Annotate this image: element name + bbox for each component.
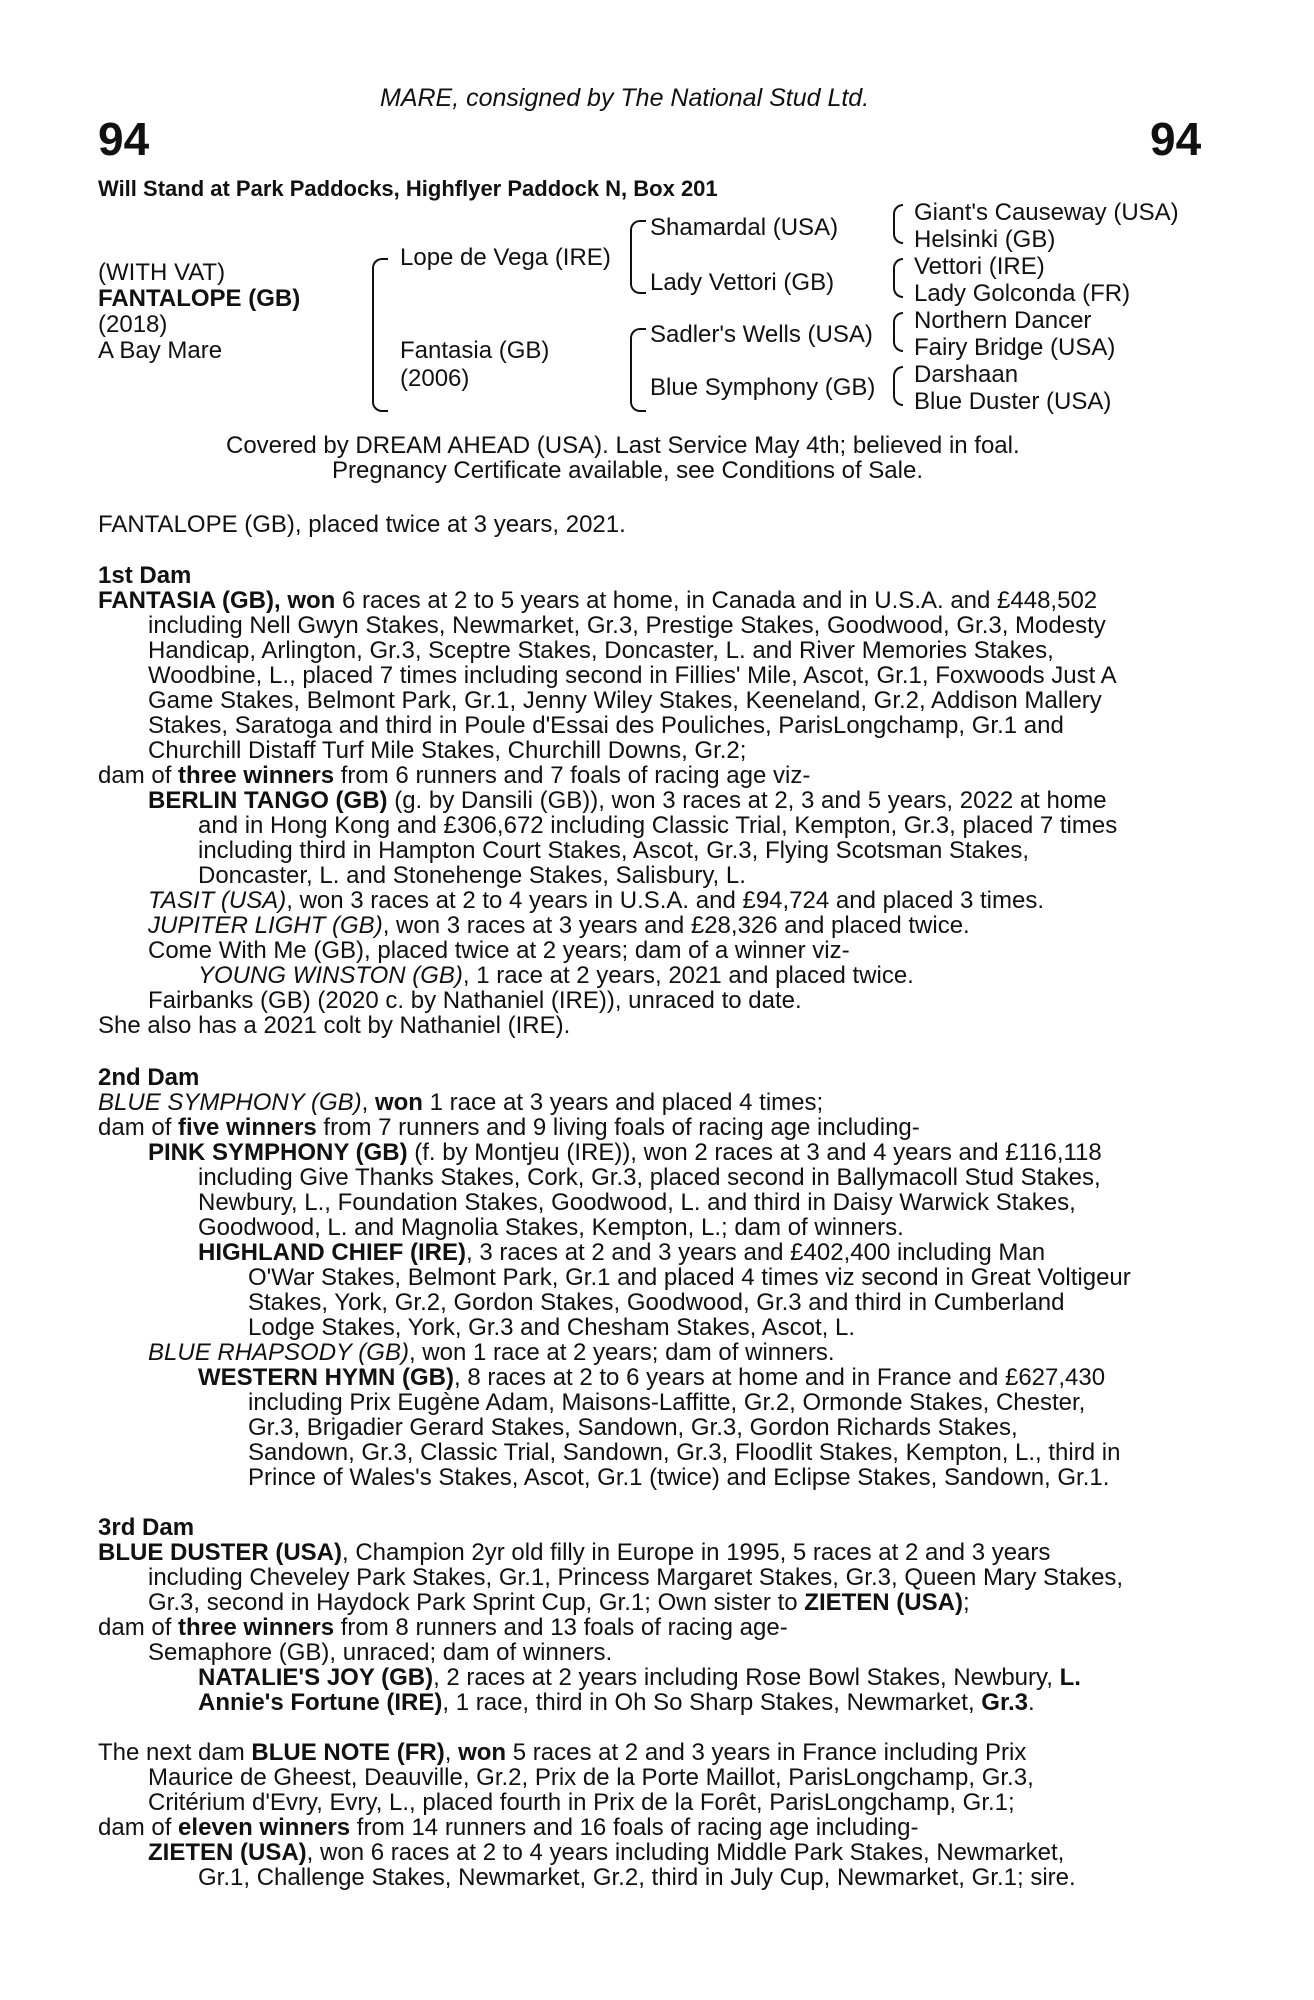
pedigree-dds: Darshaan <box>914 361 1019 388</box>
produce-line: Fairbanks (GB) (2020 c. by Nathaniel (IRE)), unraced to date. <box>148 987 802 1014</box>
produce-line: O'War Stakes, Belmont Park, Gr.1 and placed 4 times viz second in Great Voltigeur <box>248 1264 1131 1291</box>
dam-paragraph-line: Maurice de Gheest, Deauville, Gr.2, Prix de la Porte Maillot, ParisLongchamp, Gr.3, <box>148 1764 1034 1791</box>
lot-number-left: 94 <box>98 113 150 165</box>
produce-line: Doncaster, L. and Stonehenge Stakes, Salisbury, L. <box>198 862 746 889</box>
lot-number-right: 94 <box>1150 113 1202 165</box>
produce-line: BLUE RHAPSODY (GB), won 1 race at 2 years; dam of winners. <box>148 1339 835 1366</box>
vat-note: (WITH VAT) <box>98 259 226 286</box>
brace-sd <box>893 258 903 298</box>
brace-ss <box>893 204 903 244</box>
produce-line: She also has a 2021 colt by Nathaniel (IRE). <box>98 1012 571 1039</box>
intro-line: FANTALOPE (GB), placed twice at 3 years, 2021. <box>98 511 626 538</box>
pedigree-sdd: Lady Golconda (FR) <box>914 280 1131 307</box>
dam-paragraph-line: Gr.3, second in Haydock Park Sprint Cup, Gr.1; Own sister to ZIETEN (USA); <box>148 1589 970 1616</box>
produce-summary: dam of three winners from 6 runners and 7 foals of racing age viz- <box>98 762 811 789</box>
produce-summary: dam of eleven winners from 14 runners and 16 foals of racing age including- <box>98 1814 919 1841</box>
brace-main <box>372 258 388 412</box>
dam-paragraph-line: BLUE DUSTER (USA), Champion 2yr old filly in Europe in 1995, 5 races at 2 and 3 years <box>98 1539 1051 1566</box>
dam-paragraph-line: including Nell Gwyn Stakes, Newmarket, Gr.3, Prestige Stakes, Goodwood, Gr.3, Modesty <box>148 612 1106 639</box>
brace-ds <box>893 312 903 352</box>
produce-line: Goodwood, L. and Magnolia Stakes, Kempton, L.; dam of winners. <box>198 1214 904 1241</box>
section-heading: 1st Dam <box>98 562 192 589</box>
produce-line: PINK SYMPHONY (GB) (f. by Montjeu (IRE)), won 2 races at 3 and 4 years and £116,118 <box>148 1139 1102 1166</box>
produce-line: Annie's Fortune (IRE), 1 race, third in Oh So Sharp Stakes, Newmarket, Gr.3. <box>198 1689 1035 1716</box>
dam-paragraph-line: including Cheveley Park Stakes, Gr.1, Princess Margaret Stakes, Gr.3, Queen Mary Stakes, <box>148 1564 1124 1591</box>
sire-sire: Shamardal (USA) <box>650 214 839 241</box>
produce-line: NATALIE'S JOY (GB), 2 races at 2 years including Rose Bowl Stakes, Newbury, L. <box>198 1664 1081 1691</box>
covered-note: Covered by DREAM AHEAD (USA). Last Service May 4th; believed in foal. <box>226 432 1020 459</box>
produce-line: HIGHLAND CHIEF (IRE), 3 races at 2 and 3 years and £402,400 including Man <box>198 1239 1046 1266</box>
produce-line: and in Hong Kong and £306,672 including Classic Trial, Kempton, Gr.3, placed 7 times <box>198 812 1118 839</box>
produce-line: Stakes, York, Gr.2, Gordon Stakes, Goodwood, Gr.3 and third in Cumberland <box>248 1289 1065 1316</box>
produce-line: Come With Me (GB), placed twice at 2 years; dam of a winner viz- <box>148 937 850 964</box>
sire: Lope de Vega (IRE) <box>400 244 611 271</box>
dam-paragraph-line: Handicap, Arlington, Gr.3, Sceptre Stakes, Doncaster, L. and River Memories Stakes, <box>148 637 1054 664</box>
pedigree-ddd: Blue Duster (USA) <box>914 388 1112 415</box>
produce-line: Newbury, L., Foundation Stakes, Goodwood, L. and third in Daisy Warwick Stakes, <box>198 1189 1076 1216</box>
produce-line: Sandown, Gr.3, Classic Trial, Sandown, Gr.3, Floodlit Stakes, Kempton, L., third in <box>248 1439 1121 1466</box>
brace-dd <box>893 366 903 406</box>
produce-line: JUPITER LIGHT (GB), won 3 races at 3 years and £28,326 and placed twice. <box>148 912 970 939</box>
dam-paragraph-line: The next dam BLUE NOTE (FR), won 5 races at 2 and 3 years in France including Prix <box>98 1739 1027 1766</box>
dam-year: (2006) <box>400 365 470 392</box>
horse-year: (2018) <box>98 311 168 338</box>
produce-line: ZIETEN (USA), won 6 races at 2 to 4 years including Middle Park Stakes, Newmarket, <box>148 1839 1065 1866</box>
produce-line: Semaphore (GB), unraced; dam of winners. <box>148 1639 613 1666</box>
produce-line: Gr.3, Brigadier Gerard Stakes, Sandown, Gr.3, Gordon Richards Stakes, <box>248 1414 1018 1441</box>
pedigree-sds: Vettori (IRE) <box>914 253 1045 280</box>
dam-paragraph-line: BLUE SYMPHONY (GB), won 1 race at 3 years and placed 4 times; <box>98 1089 824 1116</box>
stand-location: Will Stand at Park Paddocks, Highflyer Paddock N, Box 201 <box>98 176 718 201</box>
horse-name: FANTALOPE (GB) <box>98 285 301 312</box>
produce-summary: dam of three winners from 8 runners and 13 foals of racing age- <box>98 1614 788 1641</box>
dam-paragraph-line: FANTASIA (GB), won 6 races at 2 to 5 years at home, in Canada and in U.S.A. and £448,502 <box>98 587 1098 614</box>
section-heading: 3rd Dam <box>98 1514 195 1541</box>
pedigree-ssd: Helsinki (GB) <box>914 226 1056 253</box>
dam-paragraph-line: Game Stakes, Belmont Park, Gr.1, Jenny Wiley Stakes, Keeneland, Gr.2, Addison Mallery <box>148 687 1102 714</box>
produce-line: including third in Hampton Court Stakes, Ascot, Gr.3, Flying Scotsman Stakes, <box>198 837 1030 864</box>
brace-dam <box>630 328 646 412</box>
produce-line: including Prix Eugène Adam, Maisons-Laffitte, Gr.2, Ormonde Stakes, Chester, <box>248 1389 1086 1416</box>
section-heading: 2nd Dam <box>98 1064 200 1091</box>
brace-sire <box>630 220 646 294</box>
pedigree-dsd: Fairy Bridge (USA) <box>914 334 1116 361</box>
dam-paragraph-line: Woodbine, L., placed 7 times including second in Fillies' Mile, Ascot, Gr.1, Foxwoods Just A <box>148 662 1117 689</box>
pedigree-sss: Giant's Causeway (USA) <box>914 199 1179 226</box>
dam-dam: Blue Symphony (GB) <box>650 374 876 401</box>
dam-paragraph-line: Critérium d'Evry, Evry, L., placed fourth in Prix de la Forêt, ParisLongchamp, Gr.1; <box>148 1789 1015 1816</box>
sire-dam: Lady Vettori (GB) <box>650 269 835 296</box>
horse-description: A Bay Mare <box>98 337 223 364</box>
produce-line: YOUNG WINSTON (GB), 1 race at 2 years, 2021 and placed twice. <box>198 962 914 989</box>
dam: Fantasia (GB) <box>400 337 550 364</box>
pedigree-dss: Northern Dancer <box>914 307 1092 334</box>
produce-line: WESTERN HYMN (GB), 8 races at 2 to 6 years at home and in France and £627,430 <box>198 1364 1106 1391</box>
produce-line: including Give Thanks Stakes, Cork, Gr.3, placed second in Ballymacoll Stud Stakes, <box>198 1164 1101 1191</box>
pregnancy-note: Pregnancy Certificate available, see Conditions of Sale. <box>332 457 923 484</box>
produce-line: Lodge Stakes, York, Gr.3 and Chesham Stakes, Ascot, L. <box>248 1314 856 1341</box>
produce-line: BERLIN TANGO (GB) (g. by Dansili (GB)), won 3 races at 2, 3 and 5 years, 2022 at home <box>148 787 1107 814</box>
dam-sire: Sadler's Wells (USA) <box>650 321 873 348</box>
produce-summary: dam of five winners from 7 runners and 9 living foals of racing age including- <box>98 1114 920 1141</box>
produce-line: Gr.1, Challenge Stakes, Newmarket, Gr.2, third in July Cup, Newmarket, Gr.1; sire. <box>198 1864 1076 1891</box>
produce-line: Prince of Wales's Stakes, Ascot, Gr.1 (twice) and Eclipse Stakes, Sandown, Gr.1. <box>248 1464 1110 1491</box>
dam-paragraph-line: Churchill Distaff Turf Mile Stakes, Churchill Downs, Gr.2; <box>148 737 747 764</box>
dam-paragraph-line: Stakes, Saratoga and third in Poule d'Essai des Pouliches, ParisLongchamp, Gr.1 and <box>148 712 1064 739</box>
produce-line: TASIT (USA), won 3 races at 2 to 4 years in U.S.A. and £94,724 and placed 3 times. <box>148 887 1045 914</box>
consignor-line: MARE, consigned by The National Stud Ltd. <box>380 84 870 112</box>
